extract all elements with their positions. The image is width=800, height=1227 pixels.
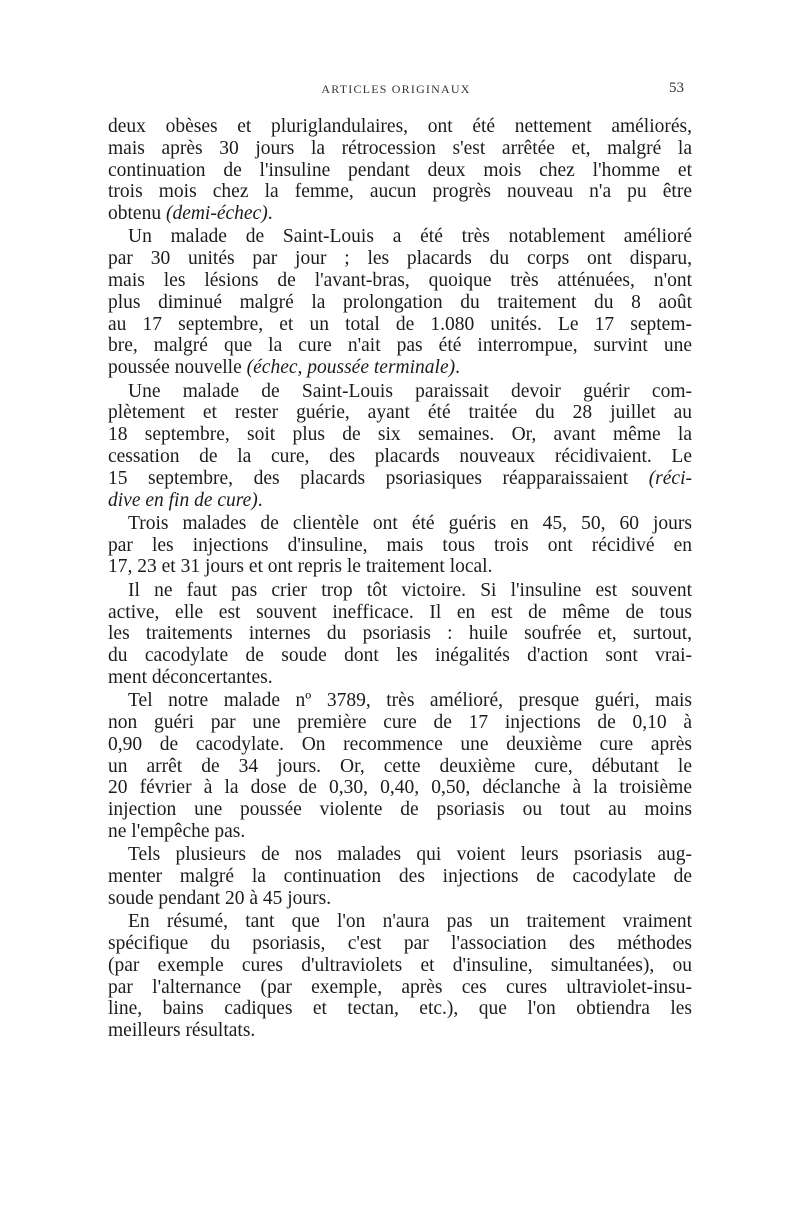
page-header	[108, 80, 684, 100]
text-line: active, elle est souvent inefficace. Il en est de même de tous	[108, 601, 692, 623]
text-line: soude pendant 20 à 45 jours.	[108, 887, 332, 909]
text-line: mais les lésions de l'avant-bras, quoique très atténuées, n'ont	[108, 270, 692, 292]
text-line: par les injections d'insuline, mais tous trois ont récidivé en	[108, 534, 692, 556]
text-line: les traitements internes du psoriasis : huile soufrée et, surtout,	[108, 623, 692, 645]
text-line: continuation de l'insuline pendant deux mois chez l'homme et	[108, 159, 692, 181]
text-line: line, bains cadiques et tectan, etc.), que l'on obtiendra les	[108, 998, 692, 1020]
text-line: 0,90 de cacodylate. On recommence une deuxième cure après	[108, 733, 692, 755]
text-line: trois mois chez la femme, aucun progrès nouveau n'a pu être	[108, 181, 692, 203]
paragraph-5	[108, 580, 692, 689]
text-line: Il ne faut pas crier trop tôt victoire. Si l'insuline est souvent	[128, 579, 692, 601]
text-line: ment déconcertantes.	[108, 666, 273, 688]
text-line: Tels plusieurs de nos malades qui voient leurs psoriasis aug-	[128, 844, 692, 866]
italic-run: (échec, poussée terminale)	[246, 357, 456, 379]
text-run: .	[267, 203, 273, 225]
text-run: poussée nouvelle	[108, 357, 247, 379]
italic-run: dive en fin de cure)	[108, 489, 258, 511]
text-line: 17, 23 et 31 jours et ont repris le traitement local.	[108, 556, 493, 578]
text-line: un arrêt de 34 jours. Or, cette deuxième cure, débutant le	[108, 755, 692, 777]
paragraph-4	[108, 513, 692, 578]
text-line	[108, 468, 692, 490]
body-text	[108, 116, 692, 1043]
paragraph-3	[108, 381, 692, 512]
text-line: En résumé, tant que l'on n'aura pas un traitement vraiment	[128, 911, 692, 933]
running-title: ARTICLES ORIGINAUX	[321, 82, 471, 96]
text-line: (par exemple cures d'ultraviolets et d'insuline, simultanées), ou	[108, 954, 692, 976]
text-line	[108, 490, 692, 512]
text-line: par l'alternance (par exemple, après ces cures ultraviolet-insu-	[108, 976, 692, 998]
text-line: meilleurs résultats.	[108, 1020, 256, 1042]
text-run: .	[257, 489, 263, 511]
paragraph-6	[108, 690, 692, 843]
paragraph-8	[108, 911, 692, 1042]
text-line: Trois malades de clientèle ont été guéris en 45, 50, 60 jours	[128, 512, 692, 534]
paragraph-1	[108, 116, 692, 225]
text-run: 15 septembre, des placards psoriasiques réapparaissaient	[108, 467, 649, 489]
text-line: cessation de la cure, des placards nouveaux récidivaient. Le	[108, 445, 692, 467]
text-line: mais après 30 jours la rétrocession s'est arrêtée et, malgré la	[108, 137, 692, 159]
text-line: 18 septembre, soit plus de six semaines. Or, avant même la	[108, 424, 692, 446]
italic-run: (demi-échec)	[165, 203, 268, 225]
text-line: injection une poussée violente de psoriasis ou tout au moins	[108, 799, 692, 821]
text-line: deux obèses et pluriglandulaires, ont été nettement améliorés,	[108, 116, 692, 137]
text-line: Tel notre malade nº 3789, très amélioré, presque guéri, mais	[128, 690, 692, 712]
text-line: bre, malgré que la cure n'ait pas été interrompue, survint une	[108, 335, 692, 357]
text-line: au 17 septembre, et un total de 1.080 unités. Le 17 septem-	[108, 313, 692, 335]
text-line: spécifique du psoriasis, c'est par l'association des méthodes	[108, 932, 692, 954]
text-line: du cacodylate de soude dont les inégalités d'action sont vrai-	[108, 645, 692, 667]
text-run: obtenu	[108, 203, 166, 225]
paragraph-2	[108, 226, 692, 379]
text-line: non guéri par une première cure de 17 injections de 0,10 à	[108, 712, 692, 734]
text-line: 20 février à la dose de 0,30, 0,40, 0,50, déclanche à la troisième	[108, 777, 692, 799]
text-line: plus diminué malgré la prolongation du traitement du 8 août	[108, 291, 692, 313]
text-line: plètement et rester guérie, ayant été traitée du 28 juillet au	[108, 402, 692, 424]
italic-run: (réci-	[648, 467, 692, 489]
text-line: Une malade de Saint-Louis paraissait devoir guérir com-	[128, 380, 692, 402]
text-line	[108, 203, 692, 225]
text-run: .	[455, 357, 460, 379]
paragraph-7	[108, 844, 692, 909]
text-line: Un malade de Saint-Louis a été très notablement amélioré	[128, 226, 692, 248]
text-line: ne l'empêche pas.	[108, 821, 246, 842]
text-line: par 30 unités par jour ; les placards du corps ont disparu,	[108, 248, 692, 270]
text-line: menter malgré la continuation des injections de cacodylate de	[108, 866, 692, 888]
page-number: 53	[669, 80, 684, 96]
text-line	[108, 357, 692, 379]
